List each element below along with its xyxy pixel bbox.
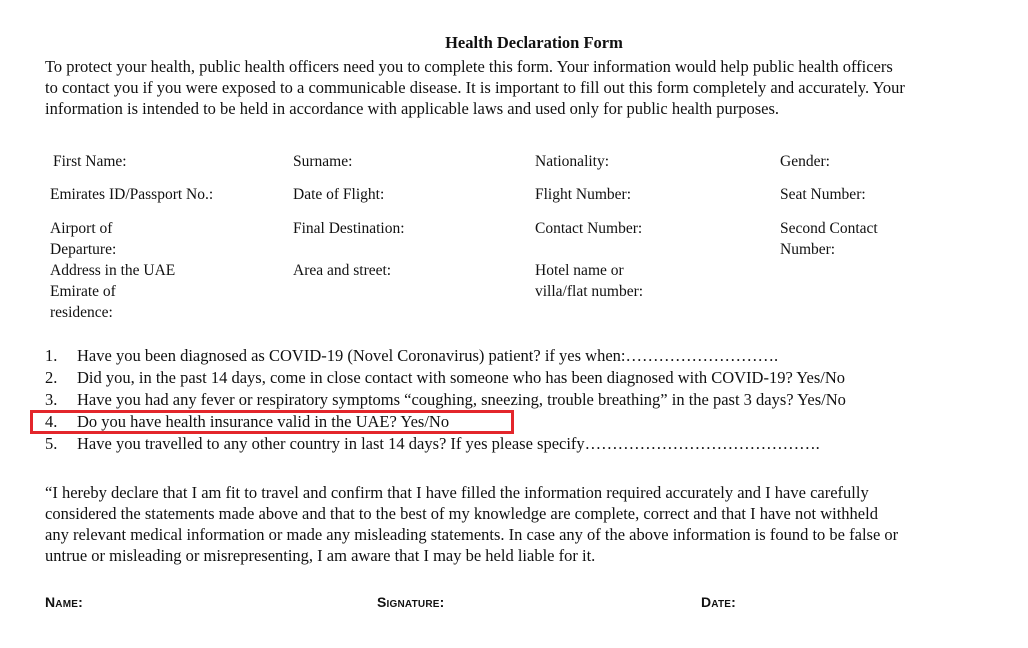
declaration-line: any relevant medical information or made any misleading statements. In case any of the above information is found to be false or bbox=[45, 525, 899, 544]
declaration-paragraph bbox=[45, 482, 1020, 566]
hotel-name-label: Hotel name or villa/flat number: bbox=[535, 262, 644, 300]
declaration-line: considered the statements made above and that to the best of my knowledge are complete, correct and that I have not withheld bbox=[45, 504, 878, 523]
question-item bbox=[45, 389, 1025, 411]
nationality-label: Nationality: bbox=[535, 153, 610, 170]
signature-label: Signature: bbox=[377, 594, 445, 610]
seat-number-label: Seat Number: bbox=[780, 186, 866, 203]
highlight-box bbox=[30, 410, 514, 434]
question-number: 4. bbox=[45, 412, 58, 431]
question-item bbox=[45, 433, 1025, 455]
declaration-line: untrue or misleading or misrepresenting, I am aware that I may be held liable for it. bbox=[45, 546, 596, 565]
question-text: Do you have health insurance valid in the UAE? Yes/No bbox=[77, 412, 450, 431]
question-text: Have you had any fever or respiratory symptoms “coughing, sneezing, trouble breathing” in the past 3 days? Yes/No bbox=[77, 390, 846, 409]
question-text: Did you, in the past 14 days, come in close contact with someone who has been diagnosed with COVID-19? Yes/No bbox=[77, 368, 846, 387]
date-label: Date: bbox=[701, 594, 737, 610]
address-uae-label: Address in the UAE Emirate of residence: bbox=[50, 262, 176, 321]
final-destination-label: Final Destination: bbox=[293, 220, 405, 237]
question-text: Have you travelled to any other country in last 14 days? If yes please specify……………………………………. bbox=[77, 434, 820, 453]
emirates-id-label: Emirates ID/Passport No.: bbox=[50, 186, 214, 203]
first-name-label: First Name: bbox=[53, 153, 127, 170]
name-label: Name: bbox=[45, 594, 83, 610]
question-number: 3. bbox=[45, 390, 58, 409]
intro-line: to contact you if you were exposed to a communicable disease. It is important to fill out this form completely and accurately. Your bbox=[45, 78, 905, 97]
surname-label: Surname: bbox=[293, 153, 353, 170]
declaration-line: “I hereby declare that I am fit to travel and confirm that I have filled the information required accurately and I have carefully bbox=[45, 483, 869, 502]
form-title: Health Declaration Form bbox=[445, 33, 623, 52]
question-number: 2. bbox=[45, 368, 58, 387]
intro-line: information is intended to be held in accordance with applicable laws and used only for public health purposes. bbox=[45, 99, 780, 118]
intro-line: To protect your health, public health officers need you to complete this form. Your information would help public health officers bbox=[45, 57, 893, 76]
flight-number-label: Flight Number: bbox=[535, 186, 632, 203]
question-text: Have you been diagnosed as COVID-19 (Novel Coronavirus) patient? if yes when:………………………. bbox=[77, 346, 779, 365]
area-street-label: Area and street: bbox=[293, 262, 392, 279]
question-item bbox=[45, 367, 1025, 389]
contact-number-label: Contact Number: bbox=[535, 220, 643, 237]
date-of-flight-label: Date of Flight: bbox=[293, 186, 385, 203]
question-number: 1. bbox=[45, 346, 58, 365]
airport-of-departure-label: Airport of Departure: bbox=[50, 220, 117, 258]
gender-label: Gender: bbox=[780, 153, 830, 170]
question-number: 5. bbox=[45, 434, 58, 453]
second-contact-number-label: Second Contact Number: bbox=[780, 220, 878, 258]
question-item bbox=[45, 345, 1025, 367]
questions-list bbox=[45, 345, 1025, 455]
